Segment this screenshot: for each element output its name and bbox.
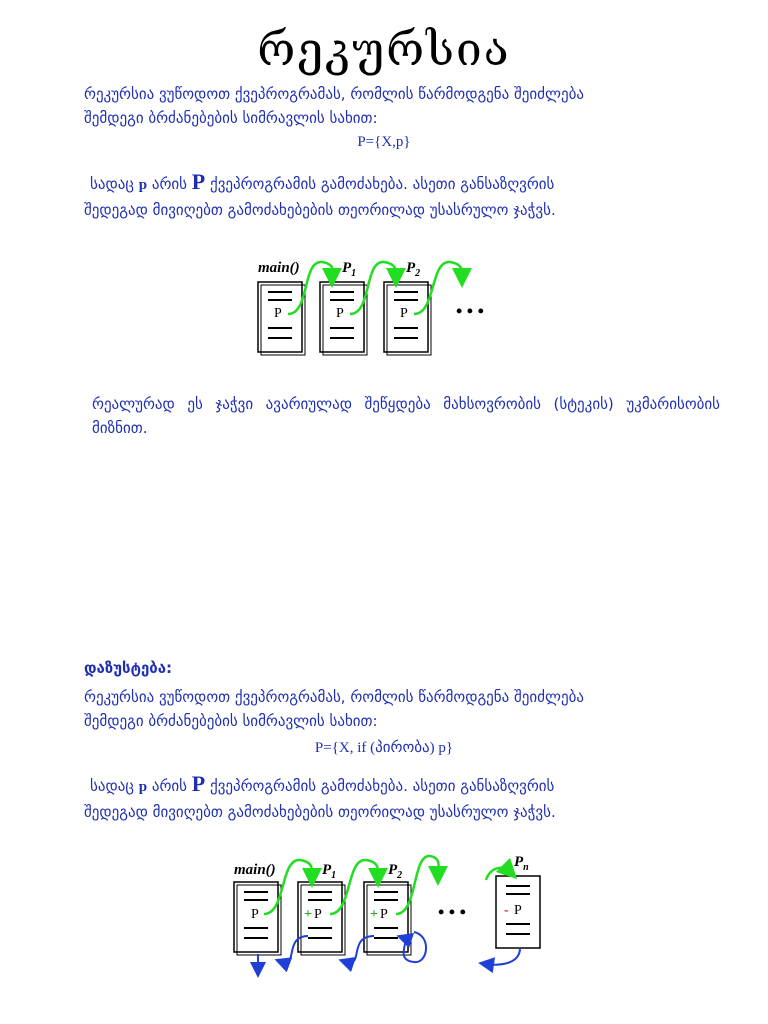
p1-label: $P_1$ [342,260,357,279]
stack-frame-p1 [320,282,367,355]
section3-line2: შემდეგი ბრძანებების სიმრავლის სახით: [84,712,378,730]
section1-line1: რეკურსია ვუწოდოთ ქვეპროგრამას, რომლის წარმოდგენა შეიძლება [84,85,584,103]
ellipsis: • • • [456,301,484,321]
section2-text: რეალურად ეს ჯაჭვი ავარიულად შეწყდება მახსოვრობის (სტეკის) უკმარისობის მიზნით. [92,395,720,437]
section3-line3 [90,772,710,799]
return-arrow [486,948,520,965]
section3-line1: რეკურსია ვუწოდოთ ქვეპროგრამას, რომლის წარმოდგენა შეიძლება [84,688,584,706]
call-p: P [380,907,388,922]
line3-post: ქვეპროგრამის გამოძახება. ასეთი განსაზღვრის [210,175,555,193]
stack-frame-p2 [384,282,431,355]
stack-frame-pn [496,876,540,948]
p1-label: $P_1$ [322,862,337,881]
plus-sign: + [304,907,312,922]
call-p: P [274,306,282,321]
line3-mid: არის [151,175,187,193]
call-p: P [400,306,408,321]
call-p: P [514,903,522,918]
line3-post: ქვეპროგრამის გამოძახება. ასეთი განსაზღვრის [210,777,555,795]
call-p: P [251,907,259,922]
plus-sign: + [370,907,378,922]
line3-small-p: p [138,177,148,193]
line3-mid: არის [151,777,187,795]
line3-big-p: P [191,771,206,796]
line3-pre: სადაც [90,777,134,795]
page-title: რეკურსია [257,22,511,76]
line3-small-p: p [138,779,148,795]
recursion-diagram-2 [224,850,554,980]
section3-line4: შედეგად მივიღებთ გამოძახებების თეორილად უსასრულო ჯაჭვს. [84,803,556,821]
section1-line3 [90,170,710,197]
line3-pre: სადაც [90,175,134,193]
section1-formula: P={X,p} [357,134,411,150]
stack-frame-p1 [298,882,345,955]
stack-frame-main [258,282,305,355]
minus-sign: - [504,903,509,918]
stack-frame-main [234,882,281,955]
p2-label: $P_2$ [388,862,403,881]
main-label: main() [234,862,276,878]
recursion-diagram-1 [240,252,500,362]
main-label: main() [258,260,300,276]
section3-heading: დაზუსტება: [84,659,173,677]
section1-line2: შემდეგი ბრძანებების სიმრავლის სახით: [84,109,378,127]
section3-formula: P={X, if (პირობა) p} [314,740,454,756]
call-p: P [336,306,344,321]
call-p: P [314,907,322,922]
ellipsis: • • • [438,902,466,922]
line3-big-p: P [191,169,206,194]
section1-line4: შედეგად მივიღებთ გამოძახებების თეორილად უსასრულო ჯაჭვს. [84,201,556,219]
p2-label: $P_2$ [406,260,421,279]
pn-label: $P_n$ [514,854,529,873]
